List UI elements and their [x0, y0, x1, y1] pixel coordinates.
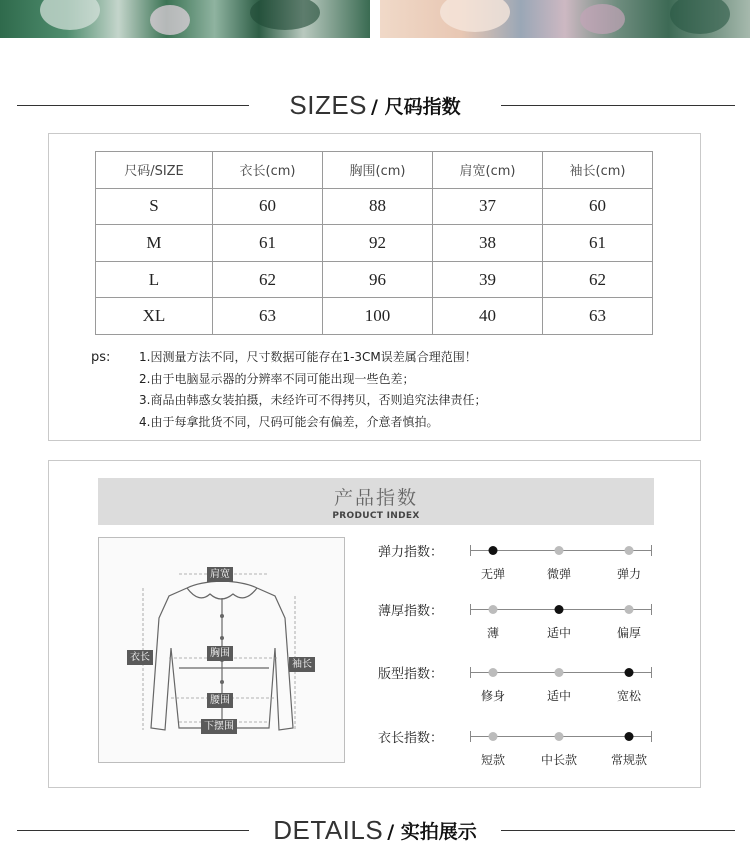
notes-prefix: ps:	[91, 350, 111, 365]
details-heading-cn: / 实拍展示	[387, 820, 477, 843]
diagram-label-chest: 胸围	[207, 646, 233, 661]
scale-tick	[651, 667, 652, 678]
table-cell: 92	[322, 225, 432, 262]
index-option: 偏厚	[616, 626, 642, 640]
sizes-heading-cn: / 尺码指数	[371, 95, 461, 118]
scale-dot	[625, 668, 634, 677]
note-line: 1.因测量方法不同，尺寸数据可能存在1-3CM误差属合理范围！	[139, 350, 477, 364]
size-table-header: 衣长(cm)	[212, 152, 322, 189]
table-row	[96, 225, 653, 262]
table-cell: 88	[322, 188, 432, 225]
sizes-heading	[0, 88, 750, 122]
table-cell: M	[96, 225, 213, 262]
table-row	[96, 261, 653, 298]
index-option: 适中	[546, 689, 572, 703]
diagram-label-shoulder: 肩宽	[207, 567, 233, 582]
product-index-title-cn: 产品指数	[333, 487, 418, 509]
scale-dot	[555, 668, 564, 677]
scale-dot	[489, 732, 498, 741]
index-row-length	[378, 731, 658, 771]
index-scale	[470, 609, 652, 640]
size-table-header: 胸围(cm)	[322, 152, 432, 189]
table-cell: XL	[96, 298, 213, 335]
product-index-banner	[98, 478, 654, 525]
index-option: 薄	[486, 626, 500, 640]
table-cell: 63	[212, 298, 322, 335]
diagram-label-waist: 腰围	[207, 693, 233, 708]
table-cell: 61	[212, 225, 322, 262]
product-index-title-en: PRODUCT INDEX	[332, 511, 420, 521]
index-option: 短款	[480, 753, 506, 767]
table-cell: 60	[542, 188, 652, 225]
table-cell: 38	[432, 225, 542, 262]
scale-dot	[489, 546, 498, 555]
size-table-header-row	[96, 152, 653, 189]
table-cell: 61	[542, 225, 652, 262]
size-table-header: 袖长(cm)	[542, 152, 652, 189]
index-option: 微弹	[546, 567, 572, 581]
index-label: 衣长指数：	[378, 731, 444, 746]
diagram-label-length: 衣长	[127, 650, 153, 665]
garment-diagram	[98, 537, 345, 763]
table-cell: 62	[542, 261, 652, 298]
note-line: 3.商品由韩惑女装拍摄，未经许可不得拷贝，否则追究法律责任；	[139, 393, 487, 407]
index-row-fit	[378, 667, 658, 707]
table-cell: 100	[322, 298, 432, 335]
index-option: 宽松	[616, 689, 642, 703]
diagram-label-sleeve: 袖长	[289, 657, 315, 672]
scale-dot	[625, 605, 634, 614]
scale-tick	[470, 604, 471, 615]
table-cell: 63	[542, 298, 652, 335]
scale-dot	[555, 605, 564, 614]
scale-tick	[651, 604, 652, 615]
table-cell: 62	[212, 261, 322, 298]
size-table-header: 肩宽(cm)	[432, 152, 542, 189]
size-table-header: 尺码/SIZE	[96, 152, 213, 189]
table-row	[96, 188, 653, 225]
scale-dot	[625, 732, 634, 741]
table-cell: 37	[432, 188, 542, 225]
table-row	[96, 298, 653, 335]
index-option: 弹力	[616, 567, 642, 581]
index-row-thickness	[378, 604, 658, 644]
scale-dot	[489, 668, 498, 677]
details-heading	[0, 813, 750, 847]
table-cell: 40	[432, 298, 542, 335]
index-scale	[470, 736, 652, 767]
sizes-heading-en: SIZES	[289, 89, 368, 120]
table-cell: 60	[212, 188, 322, 225]
index-scale	[470, 550, 652, 581]
table-cell: L	[96, 261, 213, 298]
scale-dot	[489, 605, 498, 614]
product-photo-left	[0, 0, 370, 38]
index-label: 薄厚指数：	[378, 604, 444, 619]
index-scale	[470, 672, 652, 703]
index-option: 中长款	[540, 753, 578, 767]
scale-tick	[651, 545, 652, 556]
scale-dot	[555, 546, 564, 555]
scale-dot	[625, 546, 634, 555]
index-label: 版型指数：	[378, 667, 444, 682]
scale-dot	[555, 732, 564, 741]
scale-tick	[470, 731, 471, 742]
details-heading-en: DETAILS	[273, 814, 384, 845]
index-label: 弹力指数：	[378, 545, 444, 560]
scale-tick	[470, 545, 471, 556]
table-cell: 39	[432, 261, 542, 298]
scale-tick	[470, 667, 471, 678]
size-table	[95, 151, 653, 335]
table-cell: S	[96, 188, 213, 225]
note-line: 2.由于电脑显示器的分辨率不同可能出现一些色差；	[139, 371, 415, 386]
index-option: 常规款	[610, 753, 648, 767]
index-option: 修身	[480, 689, 506, 703]
diagram-label-hem: 下摆围	[201, 719, 237, 734]
index-row-elasticity	[378, 545, 658, 585]
note-line: 4.由于每拿批货不同，尺码可能会有偏差，介意者慎拍。	[139, 414, 439, 429]
index-option: 无弹	[480, 567, 506, 581]
scale-tick	[651, 731, 652, 742]
index-option: 适中	[546, 626, 572, 640]
table-cell: 96	[322, 261, 432, 298]
product-photo-right	[380, 0, 750, 38]
